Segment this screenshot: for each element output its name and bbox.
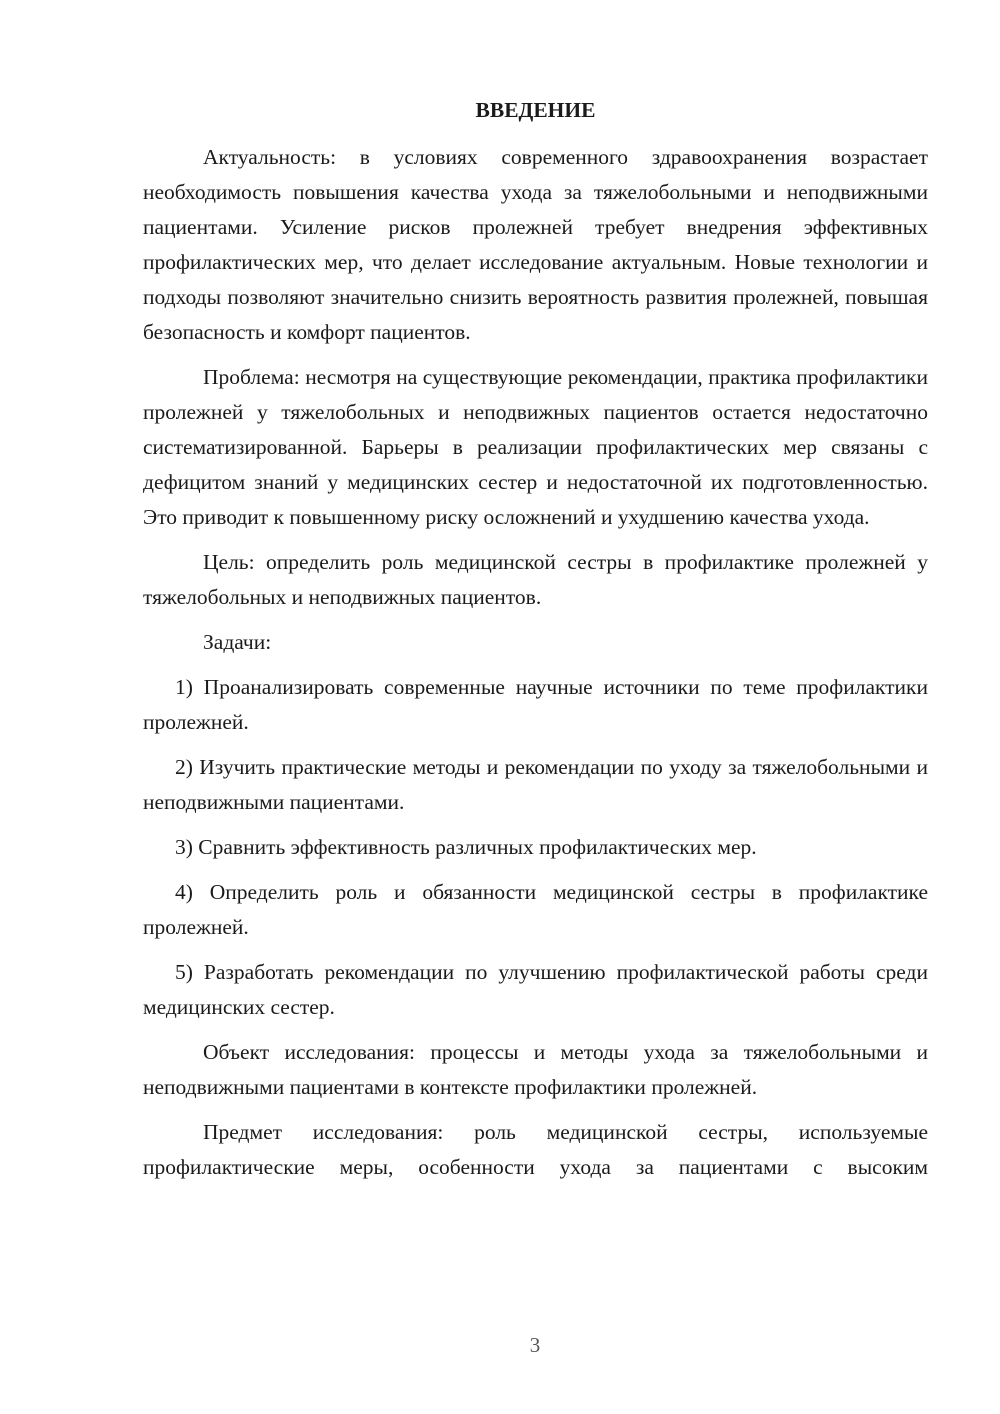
paragraph-goal: Цель: определить роль медицинской сестры в профилактике пролежней у тяжелобольных и неподвижных пациентов. (143, 550, 928, 609)
paragraph-relevance: Актуальность: в условиях современного здравоохранения возрастает необходимость повышения качества ухода за тяжелобольными и неподвижными пациентами. Усиление рисков пролежней требует внедрения эффективных профилактических мер, что делает исследование актуальным. Новые технологии и подходы позволяют значительно снизить вероятность развития пролежней, повышая безопасность и комфорт пациентов. (143, 145, 928, 344)
task-item-4: 4) Определить роль и обязанности медицинской сестры в профилактике пролежней. (143, 880, 928, 939)
task-item-2: 2) Изучить практические методы и рекомендации по уходу за тяжелобольными и неподвижными пациентами. (143, 755, 928, 814)
page-content (143, 93, 928, 1195)
task-item-5: 5) Разработать рекомендации по улучшению профилактической работы среди медицинских сестер. (143, 960, 928, 1019)
task-item-1: 1) Проанализировать современные научные источники по теме профилактики пролежней. (143, 675, 928, 734)
paragraph-problem: Проблема: несмотря на существующие рекомендации, практика профилактики пролежней у тяжелобольных и неподвижных пациентов остается недостаточно систематизированной. Барьеры в реализации профилактических мер связаны с дефицитом знаний у медицинских сестер и недостаточной их подготовленностью. Это приводит к повышенному риску осложнений и ухудшению качества ухода. (143, 365, 928, 529)
tasks-label: Задачи: (203, 630, 272, 654)
section-heading: ВВЕДЕНИЕ (475, 98, 596, 122)
paragraph-object: Объект исследования: процессы и методы ухода за тяжелобольными и неподвижными пациентами в контексте профилактики пролежней. (143, 1040, 928, 1099)
page-number: 3 (529, 1333, 541, 1357)
task-item-3: 3) Сравнить эффективность различных профилактических мер. (175, 835, 757, 859)
paragraph-subject: Предмет исследования: роль медицинской сестры, используемые профилактические меры, особенности ухода за пациентами с высоким (143, 1120, 928, 1179)
